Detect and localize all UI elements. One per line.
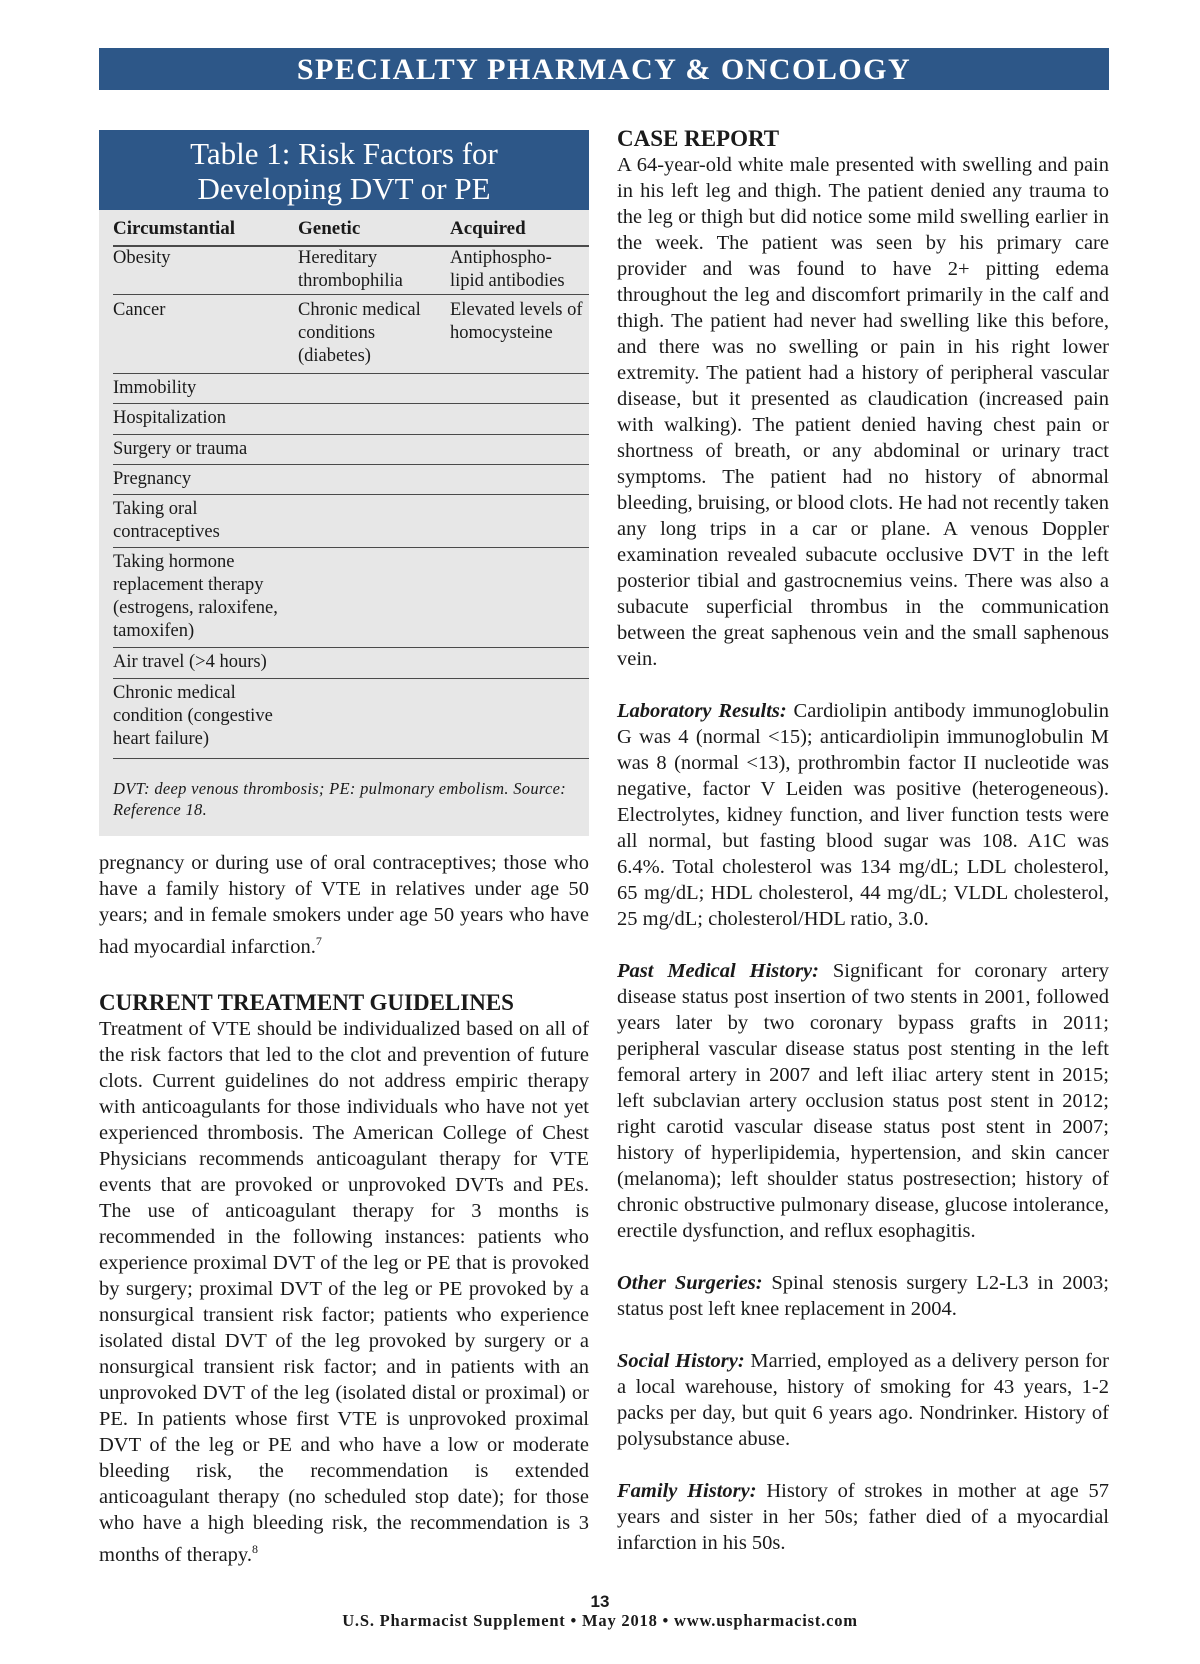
table-cell: Pregnancy (113, 469, 192, 489)
column-header-genetic: Genetic (298, 218, 361, 239)
table-cell: Chronic medical conditions (diabetes) (298, 300, 421, 366)
table-title (99, 130, 589, 210)
medical-history-label: Past Medical History: (617, 960, 819, 982)
table-cell: Taking hormone replacement therapy (estrogens, raloxifene, tamoxifen) (113, 552, 278, 641)
table-divider (113, 434, 589, 435)
table-divider (113, 647, 589, 648)
lab-results-paragraph: Laboratory Results: Cardiolipin antibody immunoglobulin G was 4 (normal <15); anticardiolipin immunoglobulin M was 8 (normal <13), prothrombin factor II nucleotide was negative, factor V Leiden was positive (heterogeneous). Electrolytes, kidney function, and liver function tests were all normal, but fasting blood sugar was 108. A1C was 6.4%. Total cholesterol was 134 mg/dL; LDL cholesterol, 65 mg/dL; HDL cholesterol, 44 mg/dL; VLDL cholesterol, 25 mg/dL; cholesterol/HDL ratio, 3.0. (617, 700, 1109, 930)
table-cell: Immobility (113, 378, 197, 398)
social-history-label: Social History: (617, 1350, 745, 1372)
case-paragraph: A 64-year-old white male presented with swelling and pain in his left leg and thigh. The patient denied any trauma to the leg or thigh but did notice some mild swelling earlier in the week. The patient was seen by his primary care provider and was found to have 2+ pitting edema throughout the leg and discomfort primarily in the calf and thigh. The patient had never had swelling like this before, and there was no swelling or pain in his right lower extremity. The patient had a history of peripheral vascular disease, but it presented as claudication (increased pain with walking). The patient denied having chest pain or shortness of breath, or any abdominal or urinary tract symptoms. The patient had no history of abnormal bleeding, bruising, or blood clots. He had not recently taken any long trips in a car or plane. A venous Doppler examination revealed subacute occlusive DVT in the left posterior tibial and gastrocnemius veins. There was also a subacute superficial thrombus in the communication between the great saphenous vein and the small saphenous vein. (617, 154, 1109, 670)
right-column (617, 126, 1109, 1556)
family-history-label: Family History: (617, 1480, 757, 1502)
lab-results-label: Laboratory Results: (617, 700, 787, 722)
reference-superscript: 7 (315, 934, 322, 948)
table-cell: Surgery or trauma (113, 439, 248, 459)
table-cell: Cancer (113, 300, 166, 320)
table-row (113, 247, 579, 293)
guidelines-heading: CURRENT TREATMENT GUIDELINES (99, 989, 514, 1015)
table-divider (113, 373, 589, 374)
table-divider (113, 758, 589, 759)
table-cell: Taking oral contraceptives (113, 499, 220, 542)
left-column (99, 850, 589, 1568)
page-number: 13 (590, 1592, 610, 1611)
family-history-paragraph: Family History: History of strokes in mother at age 57 years and sister in her 50s; father died of a myocardial infarction in his 50s. (617, 1480, 1109, 1554)
table-cell: Antiphospho- lipid antibodies (450, 248, 565, 291)
guidelines-paragraph: Treatment of VTE should be individualized based on all of the risk factors that led to the clot and prevention of future clots. Current guidelines do not address empiric therapy with anticoagulants for those individuals who have not yet experienced thrombosis. The American College of Chest Physicians recommends anticoagulant therapy for VTE events that are provoked or unprovoked DVTs and PEs. The use of anticoagulant therapy for 3 months is recommended in the following instances: patients who experience proximal DVT of the leg or PE that is provoked by surgery; proximal DVT of the leg or PE provoked by a nonsurgical transient risk factor; patients who experience isolated distal DVT of the leg provoked by surgery or a nonsurgical transient risk factor; and in patients with an unprovoked DVT of the leg (isolated distal or proximal) or PE. In patients whose first VTE is unprovoked proximal DVT of the leg or PE and who have a low or moderate bleeding risk, the recommendation is extended anticoagulant therapy (no scheduled stop date); for those who have a high bleeding risk, the recommendation is 3 months of therapy.$^8$ (99, 1017, 589, 1566)
intro-paragraph: pregnancy or during use of oral contraceptives; those who have a family history of VTE in relatives under age 50 years; and in female smokers under age 50 years who have had myocardial infarction.$^7$ (99, 852, 589, 958)
risk-factors-table (99, 130, 589, 836)
reference-superscript: 8 (251, 1541, 258, 1556)
table-divider (113, 547, 589, 548)
table-title-line-2: Developing DVT or PE (197, 171, 491, 206)
table-cell: Obesity (113, 248, 171, 268)
social-history-paragraph: Social History: Married, employed as a delivery person for a local warehouse, history of smoking for 43 years, 1-2 packs per day, but quit 6 years ago. Nondrinker. History of polysubstance abuse. (617, 1350, 1109, 1450)
publication-footer: U.S. Pharmacist Supplement • May 2018 • www.uspharmacist.com (342, 1611, 858, 1630)
column-header-acquired: Acquired (450, 218, 526, 239)
column-header-circumstantial: Circumstantial (113, 218, 236, 239)
table-divider (113, 494, 589, 495)
table-footnote: DVT: deep venous thrombosis; PE: pulmonary embolism. Source: Reference 18. (113, 779, 567, 819)
table-cell: Chronic medical condition (congestive heart failure) (113, 683, 273, 749)
table-cell: Hereditary thrombophilia (298, 248, 403, 291)
section-banner: SPECIALTY PHARMACY & ONCOLOGY (99, 48, 1109, 90)
table-divider (113, 294, 589, 295)
table-column-headers (113, 218, 579, 244)
table-row (113, 299, 583, 368)
medical-history-paragraph: Past Medical History: Significant for coronary artery disease status post insertion of two stents in 2001, followed years later by two coronary bypass grafts in 2011; peripheral vascular disease status post stenting in the left femoral artery in 2007 and left iliac artery stent in 2015; left subclavian artery occlusion status post stent in 2012; right carotid vascular disease status post stent in 2007; history of hyperlipidemia, hypertension, and skin cancer (melanoma); left shoulder status postresection; history of chronic obstructive pulmonary disease, glucose intolerance, erectile dysfunction, and reflux esophagitis. (617, 960, 1109, 1242)
table-cell: Air travel (>4 hours) (113, 652, 267, 672)
table-cell: Hospitalization (113, 408, 227, 428)
table-divider (113, 678, 589, 679)
table-divider (113, 464, 589, 465)
case-report-heading: CASE REPORT (617, 126, 780, 151)
table-title-line-1: Table 1: Risk Factors for (190, 136, 498, 171)
table-divider (113, 403, 589, 404)
other-surgeries-label: Other Surgeries: (617, 1272, 763, 1294)
other-surgeries-paragraph: Other Surgeries: Spinal stenosis surgery L2-L3 in 2003; status post left knee replacement in 2004. (617, 1272, 1110, 1320)
table-cell: Elevated levels of homocysteine (450, 300, 583, 343)
